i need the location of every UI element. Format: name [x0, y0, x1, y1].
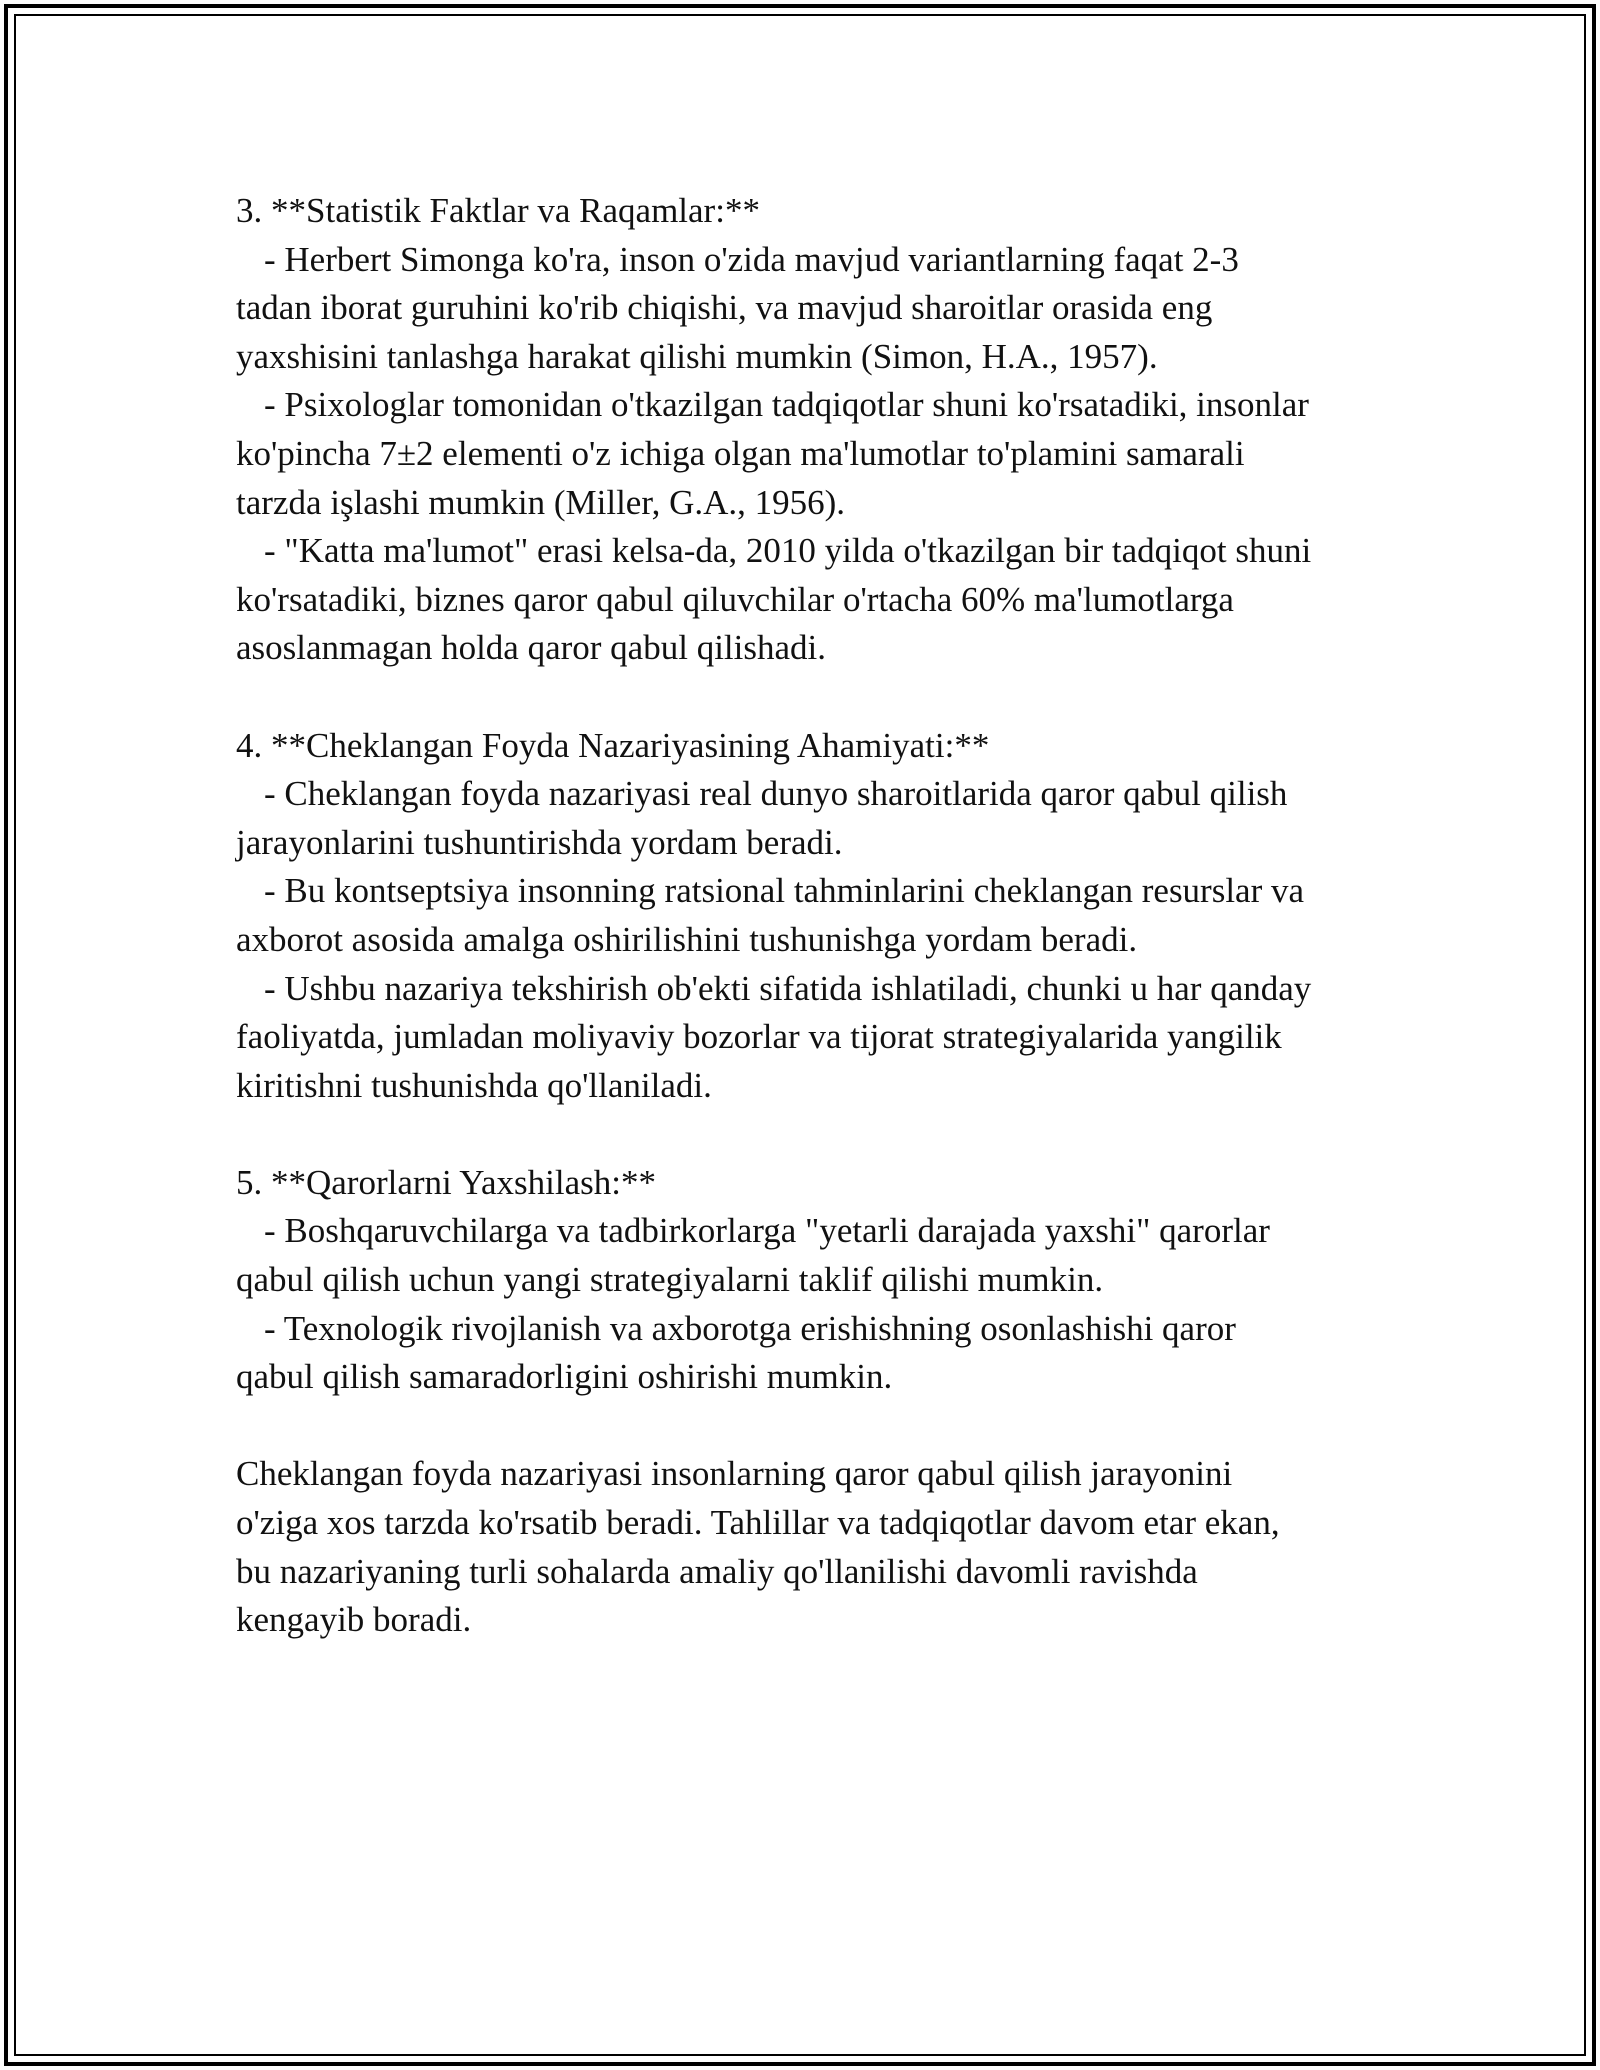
bullet-line: kiritishni tushunishda qo'llaniladi.: [236, 1065, 712, 1105]
bullet-line: yaxshisini tanlashga harakat qilishi mumkin (Simon, H.A., 1957).: [236, 336, 1158, 376]
bullet-line: faoliyatda, jumladan moliyaviy bozorlar va tijorat strategiyalarida yangilik: [236, 1017, 1282, 1057]
bullet-line: - Texnologik rivojlanish va axborotga erishishning osonlashishi qaror: [264, 1308, 1236, 1348]
bullet-line: - Bu kontseptsiya insonning ratsional tahminlarini cheklangan resurslar va: [264, 871, 1305, 911]
bullet-line: - Boshqaruvchilarga va tadbirkorlarga "yetarli darajada yaxshi" qarorlar: [264, 1211, 1270, 1251]
paragraph-line: o'ziga xos tarzda ko'rsatib beradi. Tahlillar va tadqiqotlar davom etar ekan,: [236, 1503, 1280, 1543]
bullet-line: - "Katta ma'lumot" erasi kelsa-da, 2010 yilda o'tkazilgan bir tadqiqot shuni: [264, 531, 1312, 571]
section-heading: 4. **Cheklangan Foyda Nazariyasining Ahamiyati:**: [236, 725, 990, 765]
bullet-line: qabul qilish uchun yangi strategiyalarni taklif qilishi mumkin.: [236, 1260, 1104, 1300]
section-statistics: [236, 187, 1416, 673]
bullet-line: tadan iborat guruhini ko'rib chiqishi, va mavjud sharoitlar orasida eng: [236, 288, 1213, 328]
section-heading: 3. **Statistik Faktlar va Raqamlar:**: [236, 191, 760, 230]
bullet-line: asoslanmagan holda qaror qabul qilishadi.: [236, 628, 826, 668]
paragraph-line: Cheklangan foyda nazariyasi insonlarning qaror qabul qilish jarayonini: [236, 1454, 1233, 1494]
bullet-line: tarzda işlashi mumkin (Miller, G.A., 1956).: [236, 482, 846, 522]
paragraph-gap: [236, 1402, 1416, 1451]
bullet-line: - Herbert Simonga ko'ra, inson o'zida mavjud variantlarning faqat 2-3: [264, 239, 1239, 279]
bullet-line: ko'pincha 7±2 elementi o'z ichiga olgan ma'lumotlar to'plamini samarali: [236, 433, 1245, 473]
bullet-line: - Psixologlar tomonidan o'tkazilgan tadqiqotlar shuni ko'rsatadiki, insonlar: [264, 385, 1309, 425]
bullet-line: ko'rsatadiki, biznes qaror qabul qiluvchilar o'rtacha 60% ma'lumotlarga: [236, 579, 1234, 619]
section-significance: [236, 722, 1416, 1111]
bullet-line: jarayonlarini tushuntirishda yordam beradi.: [236, 822, 843, 862]
bullet-line: - Ushbu nazariya tekshirish ob'ekti sifatida ishlatiladi, chunki u har qanday: [264, 968, 1312, 1008]
section-heading: 5. **Qarorlarni Yaxshilash:**: [236, 1162, 656, 1202]
bullet-line: qabul qilish samaradorligini oshirishi mumkin.: [236, 1357, 893, 1397]
paragraph-gap: [236, 1110, 1416, 1159]
conclusion-paragraph: [236, 1450, 1416, 1644]
paragraph-line: kengayib boradi.: [236, 1600, 472, 1640]
section-improving-decisions: [236, 1159, 1416, 1402]
paragraph-gap: [236, 673, 1416, 722]
bullet-line: - Cheklangan foyda nazariyasi real dunyo sharoitlarida qaror qabul qilish: [264, 774, 1288, 814]
paragraph-line: bu nazariyaning turli sohalarda amaliy qo'llanilishi davomli ravishda: [236, 1551, 1198, 1591]
document-body: [236, 187, 1416, 1645]
bullet-line: axborot asosida amalga oshirilishini tushunishga yordam beradi.: [236, 919, 1138, 959]
